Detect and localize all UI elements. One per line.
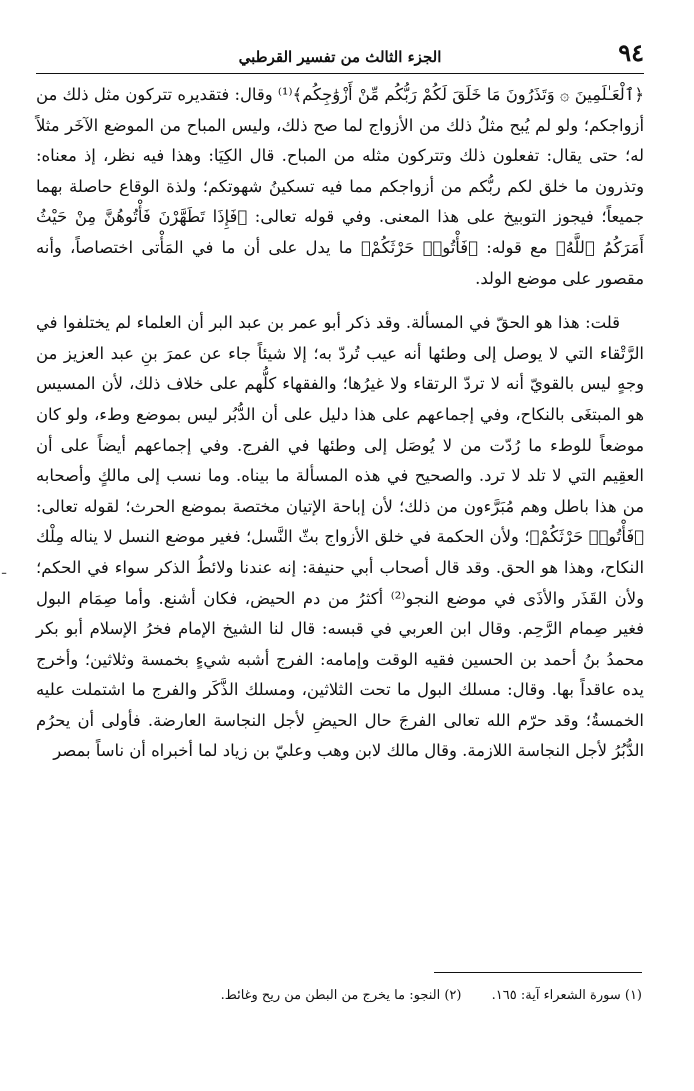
footnote-divider (434, 972, 642, 973)
running-title: الجزء الثالث من تفسير القرطبي (238, 48, 442, 66)
footnote-2: (٢) النجو: ما يخرج من البطن من ريح وغائط. (220, 988, 462, 1003)
footnotes (40, 984, 642, 1008)
body-text (36, 80, 644, 767)
paragraph: ﴿ٱلْعَـٰلَمِينَ ۞ وَتَذَرُونَ مَا خَلَقَ لَكُمْ رَبُّكُم مِّنْ أَزْوَٰجِكُم﴾⁽¹⁾ وقال: فتقديره تتركون مثل ذلك من أزواجكم؛ ولو لم يُبح مثلُ ذلك من الأزواج لما صح ذلك، وليس المباح من الموضع الآخَر مثلاً له؛ حتى يقال: تفعلون ذلك وتتركون مثله من المباح. قال الكِيَا: وهذا فيه نظر، إذ معناه: وتذرون ما خلق لكم ربُّكم من أزواجكم مما فيه تسكينُ شهوتكم؛ ولذة الوقاع حاصلة بهما جميعاً؛ فيجوز التوبيخ على هذا المعنى. وفي قوله تعالى: ﴿فَإِذَا تَطَهَّرْنَ فَأْتُوهُنَّ مِنْ حَيْثُ أَمَرَكُمُ ٱللَّهُ﴾ مع قوله: ﴿فَأْتُوا۟ حَرْثَكُمْ﴾ ما يدل على أن ما في المَأْتى اختصاصاً، وأنه مقصور على موضع الولد. (36, 85, 644, 288)
header-divider (36, 73, 644, 74)
page-header (36, 38, 644, 72)
paragraph: قلت: هذا هو الحقّ في المسألة. وقد ذكر أبو عمر بن عبد البر أن العلماء لم يختلفوا في الرَّتْقاء التي لا يوصل إلى وطئها أنه عيب تُردّ به؛ إلا شيئاً جاء عن عمرَ بنِ عبد العزيز من وجهٍ ليس بالقويّ أنه لا تردّ الرتقاء ولا غيرُها؛ والفقهاء كلُّهم على خلاف ذلك، لأن المسيس هو المبتغَى بالنكاح، وفي إجماعهم على هذا دليل على أن الدُّبُر ليس بموضع وطء، ولو كان موضعاً للوطء ما رُدّت من لا يُوصَل إلى وطئها في الفرج. وفي إجماعهم أيضاً على أن العقِيم التي لا تلد لا ترد. والصحيح في هذه المسألة ما بيناه. وما نسب إلى مالكٍ وأصحابه من هذا باطل وهم مُبَرَّءون من ذلك؛ لأن إباحة الإتيان مختصة بموضع الحرث؛ لقوله تعالى: ﴿فَأْتُوا۟ حَرْثَكُمْ﴾؛ ولأن الحكمة في خلق الأزواج بثّ النَّسل؛ فغير موضع النسل لا يناله مِلْك النكاح، وهذا هو الحق. وقد قال أصحاب أبي حنيفة: إنه عندنا ولائطُ الذكر سواء في الحكم؛ ولأن القَذَر والأذَى في موضع النجو⁽²⁾ أكثرُ من دم الحيض، فكان أشنع. وأما صِمَام البول فغير صِمام الرَّحِم. وقال ابن العربي في قبسه: قال لنا الشيخ الإمام فخرُ الإسلام أبو بكر محمدُ بنُ أحمد بن الحسين فقيه الوقت وإمامه: الفرج أشبه شيءٍ بخمسة وثلاثين؛ وأخرج يده عاقداً بها. وقال: مسلك البول ما تحت الثلاثين، ومسلك الذَّكَر والفرج ما اشتملت عليه الخمسةُ؛ وقد حرّم الله تعالى الفرجَ حال الحيضِ لأجل النجاسة العارضة. فأولى أن يحرُم الدُّبُرُ لأجل النجاسة اللازمة. وقال مالك لابن وهب وعليّ بن زياد لما أخبراه أن ناساً بمصر (36, 313, 644, 761)
margin-mark: ـ (2, 562, 7, 578)
footnote-1: (١) سورة الشعراء آية: ١٦٥. (491, 988, 642, 1003)
page-number: ٩٤ (618, 38, 644, 67)
